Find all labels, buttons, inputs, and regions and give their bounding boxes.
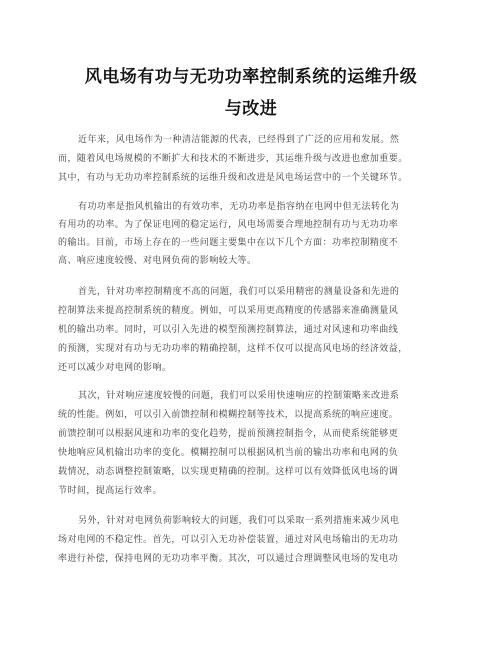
paragraph-line: 而，随着风电场规模的不断扩大和技术的不断进步，其运维升级与改进也愈加重要。 <box>58 154 408 164</box>
paragraph-line: 的预测，实现对有功与无功功率的精确控制，这样不仅可以提高风电场的经济效益， <box>58 344 408 354</box>
paragraph-line: 场对电网的不稳定性。首先，可以引入无功补偿装置，通过对风电场输出的无功功 <box>58 535 399 545</box>
paragraph-line: 的输出。目前，市场上存在的一些问题主要集中在以下几个方面：功率控制精度不 <box>58 238 399 248</box>
paragraph-line: 还可以减少对电网的影响。 <box>58 363 172 373</box>
paragraph-line: 另外，针对对电网负荷影响较大的问题，我们可以采取一系列措施来减少风电 <box>78 516 400 526</box>
paragraph-line: 首先，针对功率控制精度不高的问题，我们可以采用精密的测量设备和先进的 <box>78 287 400 297</box>
paragraph-line: 其中，有功与无功功率控制系统的运维升级和改进是风电场运营中的一个关键环节。 <box>58 173 408 183</box>
paragraph-line: 节时间，提高运行效率。 <box>58 486 162 496</box>
paragraph-line: 载情况，动态调整控制策略，以实现更精确的控制。这样可以有效降低风电场的调 <box>58 467 399 477</box>
paragraph-line: 控制算法来提高控制系统的精度。例如，可以采用更高精度的传感器来准确测量风 <box>58 306 399 316</box>
document-title-line-1: 风电场有功与无功功率控制系统的运维升级 <box>84 67 418 87</box>
paragraph-line: 机的输出功率。同时，可以引入先进的模型预测控制算法，通过对风速和功率曲线 <box>58 325 399 335</box>
paragraph-line: 前馈控制可以根据风速和功率的变化趋势，提前预测控制指令，从而使系统能够更 <box>58 429 399 439</box>
paragraph-line: 其次，针对响应速度较慢的问题，我们可以采用快速响应的控制策略来改进系 <box>78 391 400 401</box>
paragraph-line: 有用功的功率。为了保证电网的稳定运行，风电场需要合理地控制有功与无功功率 <box>58 220 399 230</box>
paragraph-line: 率进行补偿，保持电网的无功功率平衡。其次，可以通过合理调整风电场的发电功 <box>58 554 399 564</box>
document-title-line-2: 与改进 <box>224 99 278 119</box>
paragraph-line: 近年来，风电场作为一种清洁能源的代表，已经得到了广泛的应用和发展。然 <box>78 135 400 145</box>
paragraph-line: 高、响应速度较慢、对电网负荷的影响较大等。 <box>58 256 257 266</box>
paragraph-line: 快地响应风机输出功率的变化。模糊控制可以根据风机当前的输出功率和电网的负 <box>58 448 399 458</box>
paragraph-line: 有功功率是指风机输出的有效功率，无功功率是指容纳在电网中但无法转化为 <box>78 202 400 212</box>
paragraph-line: 统的性能。例如，可以引入前馈控制和模糊控制等技术，以提高系统的响应速度。 <box>58 410 399 420</box>
